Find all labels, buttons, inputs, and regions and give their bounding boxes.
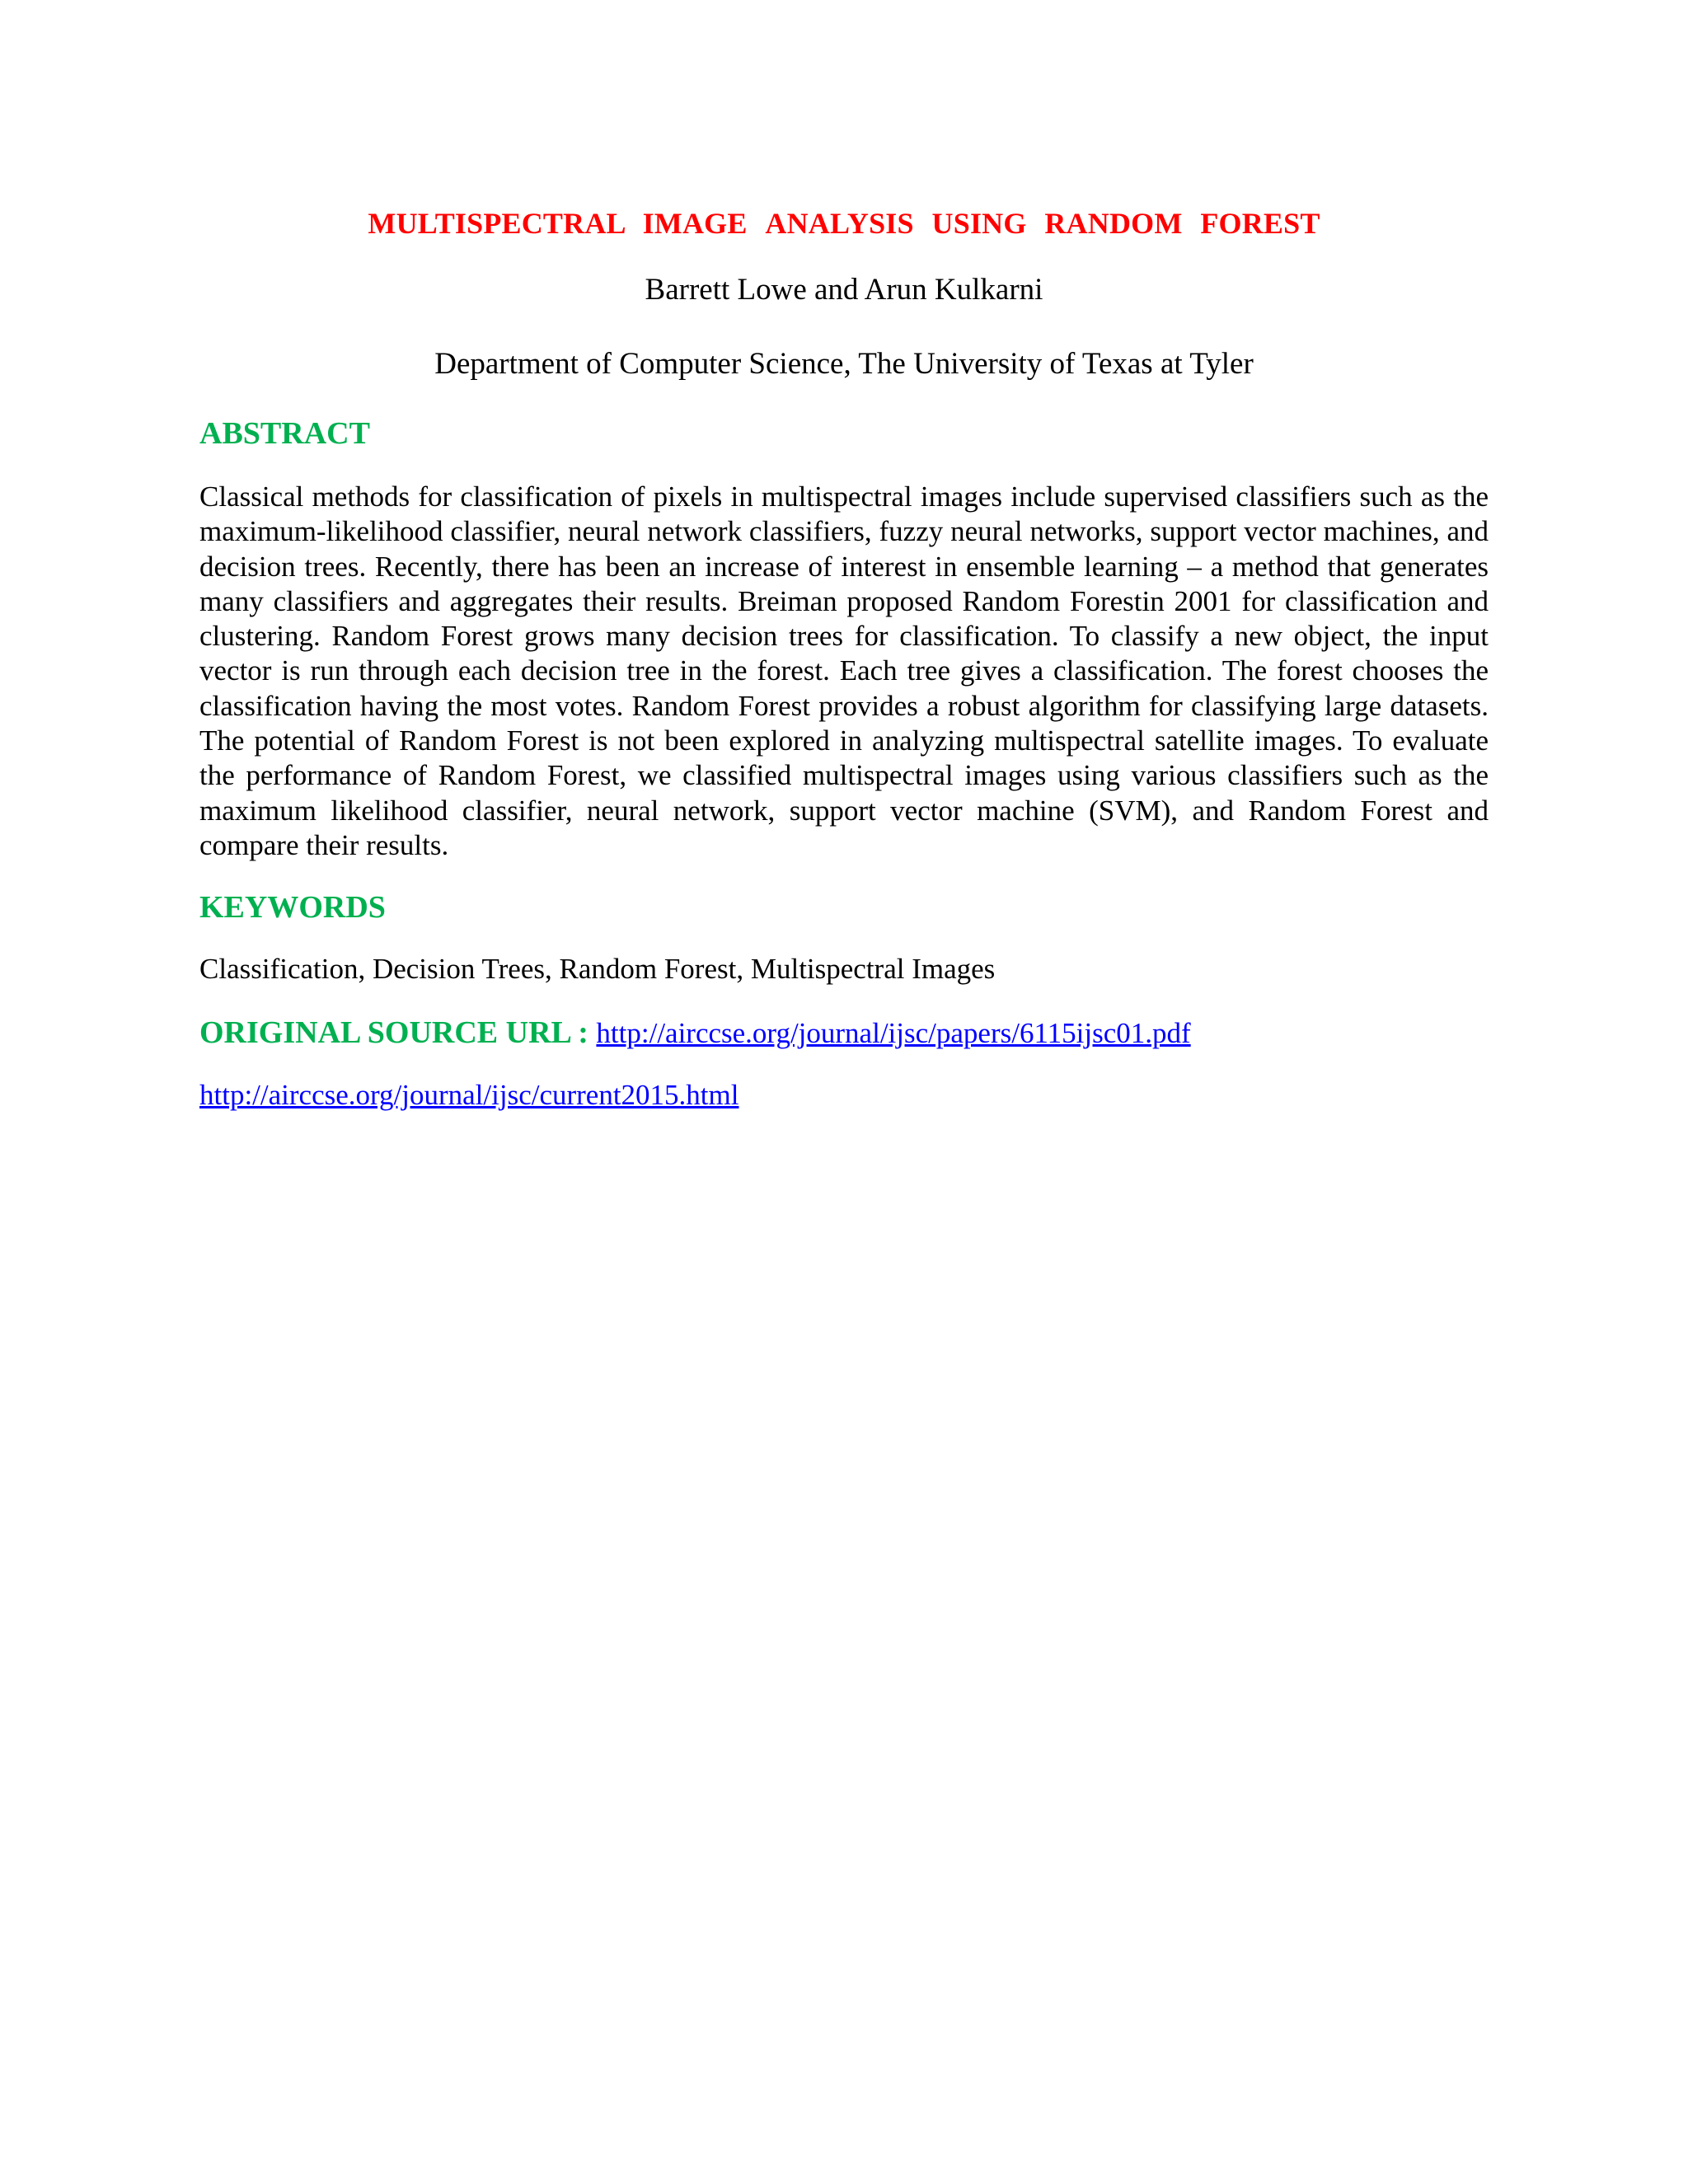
abstract-heading: ABSTRACT <box>199 416 370 451</box>
paper-content <box>199 194 1489 1113</box>
keywords-text: Classification, Decision Trees, Random Forest, Multispectral Images <box>199 953 996 986</box>
original-source-label: ORIGINAL SOURCE URL : <box>199 1015 588 1051</box>
original-source-link[interactable]: http://airccse.org/journal/ijsc/papers/6115ijsc01.pdf <box>596 1017 1191 1050</box>
title-word: USING <box>931 207 1027 240</box>
paper-authors: Barrett Lowe and Arun Kulkarni <box>645 273 1043 307</box>
title-word: RANDOM <box>1044 207 1183 240</box>
abstract-text: Classical methods for classification of pixels in multispectral images include supervised classifiers such as the maximum-likelihood classifier, neural network classifiers, fuzzy neural networks, support vector machines, and decision trees. Recently, there has been an increase of interest in ensemble learning – a method that generates many classifiers and aggregates their results. Breiman proposed Random Forestin 2001 for classification and clustering. Random Forest grows many decision trees for classification. To classify a new object, the input vector is run through each decision tree in the forest. Each tree gives a classification. The forest chooses the classification having the most votes. Random Forest provides a robust algorithm for classifying large datasets. The potential of Random Forest is not been explored in analyzing multispectral satellite images. To evaluate the performance of Random Forest, we classified multispectral images using various classifiers such as the maximum likelihood classifier, neural network, support vector machine (SVM), and Random Forest and compare their results. <box>199 480 1489 861</box>
title-word: IMAGE <box>642 207 748 240</box>
original-source-line <box>199 1008 1489 1058</box>
current-issue-line <box>199 1078 1489 1113</box>
title-word: MULTISPECTRAL <box>368 207 625 240</box>
title-word: FOREST <box>1200 207 1320 240</box>
paper-affiliation: Department of Computer Science, The University of Texas at Tyler <box>434 347 1254 381</box>
paper-title <box>199 194 1489 252</box>
keywords-heading: KEYWORDS <box>199 890 386 926</box>
current-issue-link[interactable]: http://airccse.org/journal/ijsc/current2015.html <box>199 1079 739 1112</box>
title-word: ANALYSIS <box>765 207 914 240</box>
